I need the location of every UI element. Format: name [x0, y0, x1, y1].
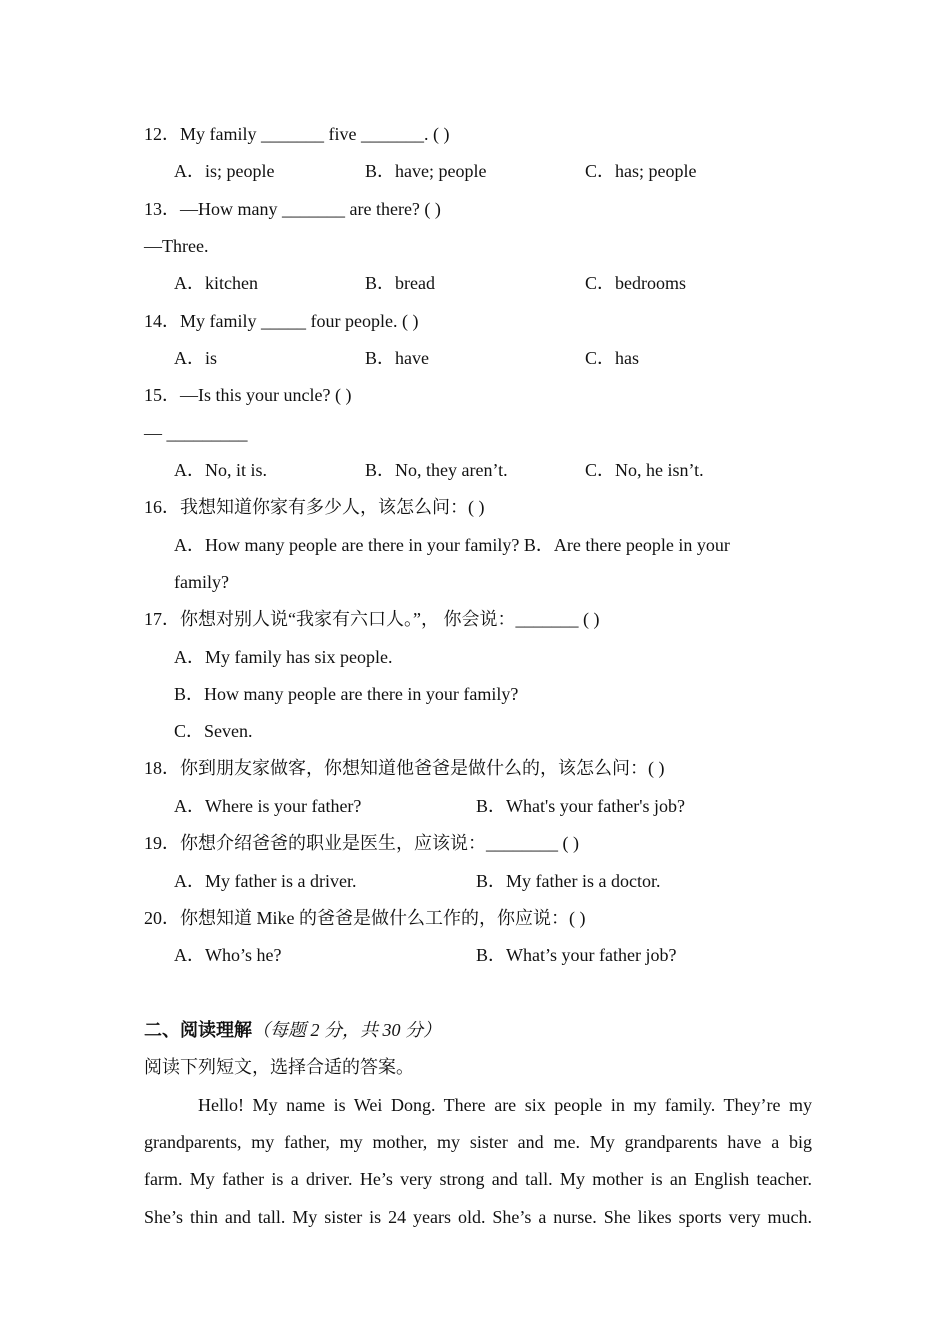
question-15 — [144, 383, 351, 407]
passage-line — [144, 1093, 812, 1117]
question-number: 16． — [144, 497, 180, 517]
answer-line: — _________ — [144, 423, 248, 443]
option-a: A．No, it is. — [174, 460, 268, 480]
option-c: C．Seven. — [174, 721, 253, 741]
question-number: 13． — [144, 199, 180, 219]
option-b: B．What’s your father job? — [476, 945, 677, 965]
section-title: 二、阅读理解 — [144, 1020, 252, 1040]
question-number: 18． — [144, 758, 180, 778]
option-b: B．How many people are there in your family? — [174, 684, 519, 704]
question-number: 19． — [144, 833, 180, 853]
question-17 — [144, 607, 599, 631]
option-b: B．have — [365, 348, 429, 368]
option-a: A．My father is a driver. — [174, 871, 357, 891]
question-number: 12． — [144, 124, 180, 144]
option-b: B．What's your father's job? — [476, 796, 685, 816]
question-text: 你想对别人说“我家有六口人。”， 你会说：_______ ( ) — [180, 609, 600, 629]
passage-line: grandparents, my father, my mother, my sister and me. My grandparents have a big — [144, 1132, 812, 1152]
option-a: A．My family has six people. — [174, 647, 393, 667]
question-number: 20． — [144, 908, 180, 928]
question-number: 15． — [144, 385, 180, 405]
question-text: —How many _______ are there? ( ) — [180, 199, 441, 219]
question-text: My family _______ five _______. ( ) — [180, 124, 450, 144]
passage-text: Hello! My name is Wei Dong. There are six people in my family. They’re my — [198, 1095, 812, 1115]
option-a: A．is; people — [174, 161, 275, 181]
option-c: C．has — [585, 348, 639, 368]
answer-line: —Three. — [144, 236, 209, 256]
question-12 — [144, 122, 449, 146]
option-b: B．bread — [365, 273, 435, 293]
option-b: B．No, they aren’t. — [365, 460, 508, 480]
options-line-continued: family? — [174, 572, 229, 592]
question-number: 17． — [144, 609, 180, 629]
question-text: 你想介绍爸爸的职业是医生，应该说：________ ( ) — [180, 833, 579, 853]
question-20 — [144, 906, 585, 930]
option-a: A．is — [174, 348, 218, 368]
question-13 — [144, 197, 441, 221]
question-text: —Is this your uncle? ( ) — [180, 385, 352, 405]
option-b: B．have; people — [365, 161, 487, 181]
question-number: 14． — [144, 311, 180, 331]
question-19 — [144, 831, 579, 855]
section-instruction: 阅读下列短文，选择合适的答案。 — [144, 1057, 414, 1077]
option-b: B．My father is a doctor. — [476, 871, 661, 891]
options-line: A．How many people are there in your family? B．Are there people in your — [174, 535, 730, 555]
question-text: 我想知道你家有多少人，该怎么问：( ) — [180, 497, 485, 517]
passage-line: farm. My father is a driver. He’s very strong and tall. My mother is an English teacher. — [144, 1169, 812, 1189]
question-16 — [144, 495, 485, 519]
section-heading — [144, 1018, 441, 1042]
question-text: My family _____ four people. ( ) — [180, 311, 419, 331]
option-c: C．bedrooms — [585, 273, 686, 293]
option-a: A．Where is your father? — [174, 796, 362, 816]
section-score: （每题 2 分，共 30 分） — [252, 1020, 441, 1040]
question-text: 你想知道 Mike 的爸爸是做什么工作的，你应说：( ) — [180, 908, 586, 928]
option-a: A．Who’s he? — [174, 945, 282, 965]
option-c: C．No, he isn’t. — [585, 460, 704, 480]
question-14 — [144, 309, 418, 333]
option-a: A．kitchen — [174, 273, 258, 293]
option-c: C．has; people — [585, 161, 697, 181]
question-18 — [144, 756, 665, 780]
question-text: 你到朋友家做客，你想知道他爸爸是做什么的，该怎么问：( ) — [180, 758, 665, 778]
passage-line: She’s thin and tall. My sister is 24 years old. She’s a nurse. She likes sports very much. — [144, 1207, 812, 1227]
